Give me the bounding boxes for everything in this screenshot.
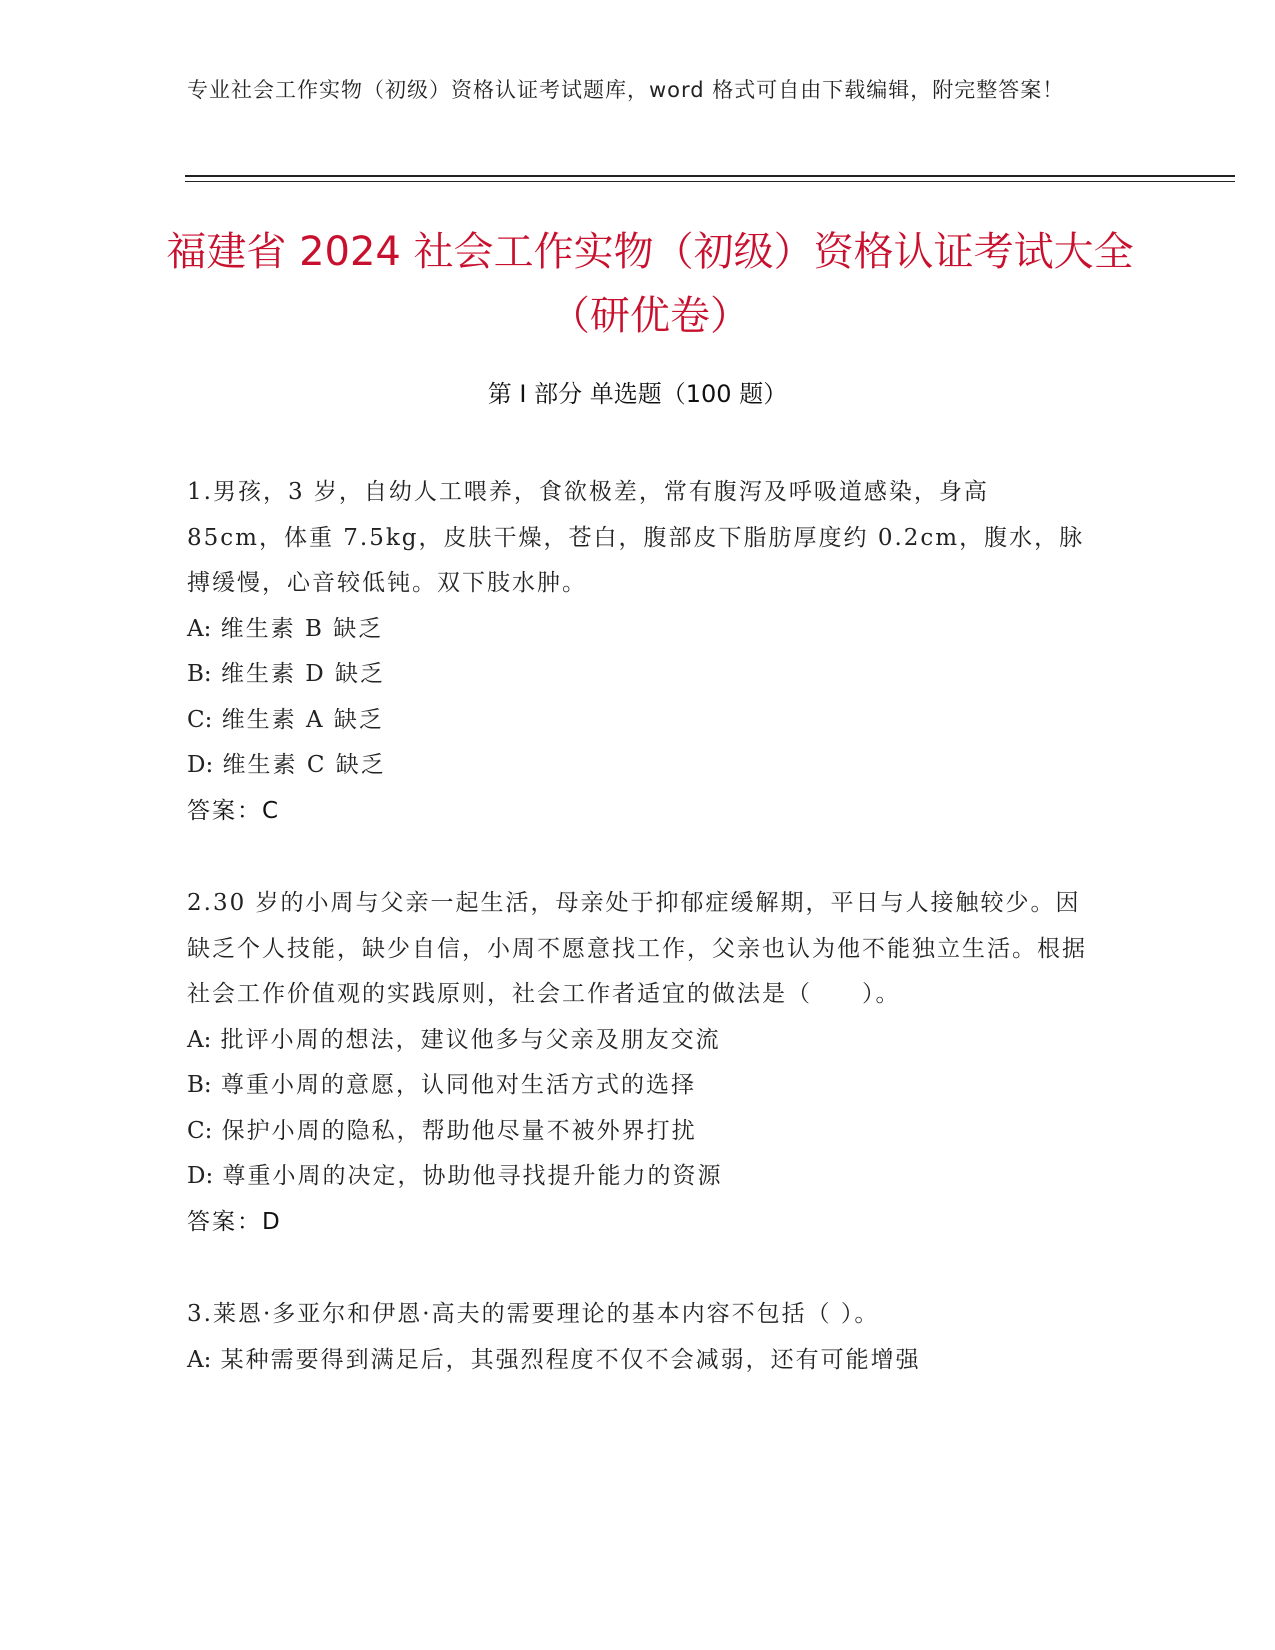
answer-line: 答案：D <box>187 1208 282 1235</box>
question-stem: 3.莱恩·多亚尔和伊恩·高夫的需要理论的基本内容不包括（ ）。 <box>187 1301 880 1327</box>
option-text: 保护小周的隐私，帮助他尽量不被外界打扰 <box>221 1117 697 1144</box>
option-key: A: <box>187 1026 212 1053</box>
option-key: C: <box>187 706 213 733</box>
option-text: 维生素 D 缺乏 <box>220 661 386 687</box>
option-c <box>187 1109 1087 1155</box>
question-3 <box>187 1292 1087 1383</box>
option-key: D: <box>187 752 214 778</box>
option-text: 维生素 A 缺乏 <box>221 706 384 733</box>
option-text: 尊重小周的决定，协助他寻找提升能力的资源 <box>222 1163 723 1189</box>
answer-line: 答案：C <box>187 797 281 824</box>
header-note: 专业社会工作实物（初级）资格认证考试题库，word 格式可自由下载编辑，附完整答案！ <box>187 78 1065 102</box>
option-key: B: <box>187 1072 212 1098</box>
question-2 <box>187 881 1087 1245</box>
option-text: 维生素 C 缺乏 <box>222 752 386 778</box>
option-c <box>187 698 1087 744</box>
option-d <box>187 1154 1087 1200</box>
option-a <box>187 1338 1087 1384</box>
section-title: 第 I 部分 单选题（100 题） <box>487 380 788 408</box>
header-divider <box>185 175 1235 177</box>
option-text: 某种需要得到满足后，其强烈程度不仅不会减弱，还有可能增强 <box>220 1346 921 1373</box>
option-a <box>187 1018 1087 1064</box>
option-text: 批评小周的想法，建议他多与父亲及朋友交流 <box>220 1026 721 1053</box>
document-title: 福建省 2024 社会工作实物（初级）资格认证考试大全（研优卷） <box>166 229 1134 339</box>
question-stem: 2.30 岁的小周与父亲一起生活，母亲处于抑郁症缓解期，平日与人接触较少。因缺乏个人技能，缺少自信，小周不愿意找工作，父亲也认为他不能独立生活。根据社会工作价值观的实践原则，社会工作者适宜的做法是（ ）。 <box>187 890 1087 1007</box>
question-stem: 1.男孩，3 岁，自幼人工喂养，食欲极差，常有腹泻及呼吸道感染，身高 85cm，体重 7.5kg，皮肤干燥，苍白，腹部皮下脂肪厚度约 0.2cm，腹水，脉搏缓慢，心音较低钝。双下肢水肿。 <box>187 479 1085 596</box>
question-1 <box>187 470 1087 834</box>
option-b <box>187 1063 1087 1109</box>
option-key: C: <box>187 1117 213 1144</box>
question-list <box>187 470 1087 1430</box>
option-a <box>187 607 1087 653</box>
option-key: A: <box>187 615 212 642</box>
option-text: 维生素 B 缺乏 <box>220 615 384 642</box>
option-key: B: <box>187 661 212 687</box>
option-b <box>187 652 1087 698</box>
option-d <box>187 743 1087 789</box>
header-divider-thin <box>185 181 1235 182</box>
option-key: A: <box>187 1346 212 1373</box>
option-text: 尊重小周的意愿，认同他对生活方式的选择 <box>220 1072 696 1098</box>
option-key: D: <box>187 1163 214 1189</box>
